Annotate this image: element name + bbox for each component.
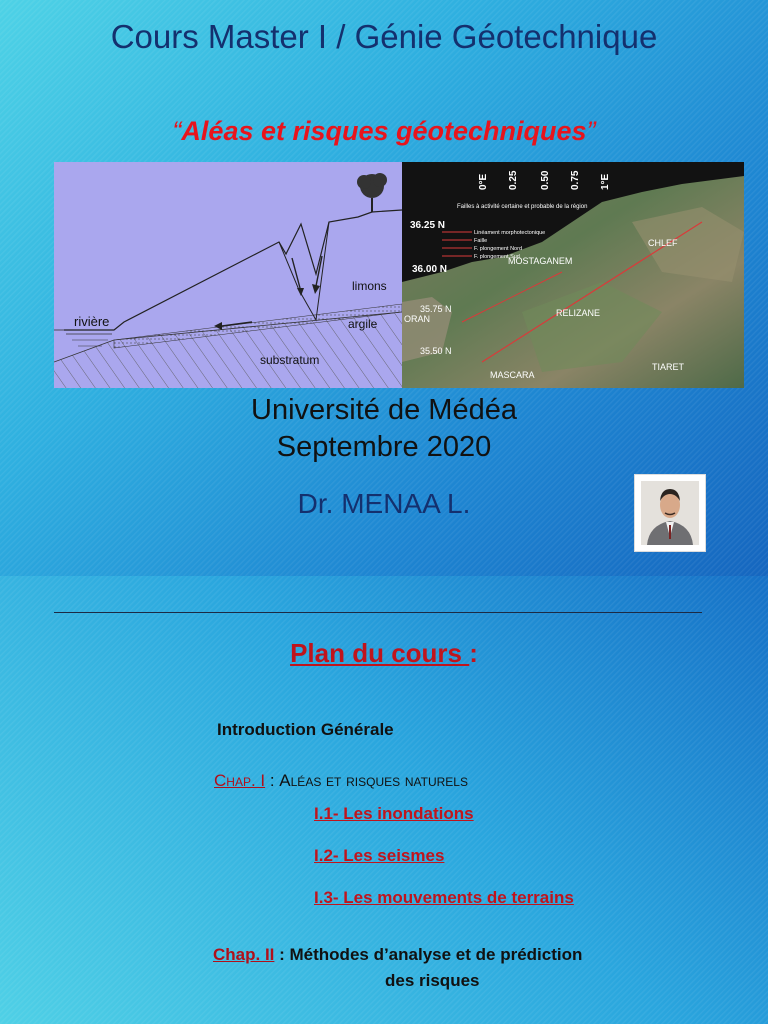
place-label: RELIZANE [556, 308, 601, 318]
map-legend-item: Linéament morphotectonique [474, 230, 546, 236]
date: Septembre 2020 [276, 431, 492, 463]
map-legend-item: F. plongement Sud [474, 254, 520, 260]
place-label: TIARET [652, 362, 685, 372]
label-river: rivière [74, 314, 110, 329]
slide-2 [0, 576, 768, 1024]
lon-label: 0.50 [540, 170, 551, 190]
chapter-2-title-line1: Méthodes d’analyse et de prédiction [289, 945, 583, 964]
cross-section-drawing [54, 162, 402, 388]
place-label: CHLEF [648, 238, 678, 248]
label-bedrock: substratum [260, 353, 320, 367]
open-quote: “ [172, 116, 182, 146]
university-name: Université de Médéa [251, 394, 517, 426]
divider [54, 612, 702, 613]
page-title: Cours Master I / Génie Géotechnique [110, 18, 658, 55]
map-legend-item: Faille [474, 238, 488, 244]
label-clay: argile [348, 317, 378, 331]
lon-label: 0.75 [570, 170, 581, 190]
chapter-2-title-line2: des risques [385, 971, 480, 990]
chapter-1-sep: : [265, 771, 280, 790]
place-label: ORAN [404, 314, 431, 324]
map-legend-item: F. plongement Nord [474, 246, 522, 252]
plan-title-text: Plan du cours [290, 638, 470, 668]
lon-label: 0.25 [508, 170, 519, 190]
chapter-1-label: Chap. I [214, 771, 266, 790]
subtitle-text: Aléas et risques géotechniques [181, 116, 587, 146]
fault-map-satellite-figure [402, 162, 744, 388]
author-name: Dr. MENAA L. [297, 488, 471, 519]
lat-label: 35.50 N [420, 346, 452, 356]
section-1-1: I.1- Les inondations [314, 804, 474, 823]
place-label: MOSTAGANEM [508, 256, 573, 266]
map-legend-title: Failles à activité certaine et probable de la région [457, 204, 588, 210]
chapter-2 [213, 945, 693, 965]
fault-map-drawing [402, 162, 744, 388]
chapter-1-title: Aléas et risques naturels [279, 771, 468, 790]
plan-title [0, 638, 768, 669]
subtitle [0, 116, 768, 147]
landslide-cross-section-figure [54, 162, 402, 388]
plan-title-colon: : [469, 638, 478, 668]
lon-label: 1°E [600, 173, 611, 190]
university-and-date [0, 392, 768, 466]
intro-item: Introduction Générale [217, 720, 394, 739]
lat-label: 36.00 N [412, 264, 448, 275]
close-quote: ” [586, 116, 596, 146]
label-silt: limons [352, 279, 387, 293]
chapter-1 [214, 771, 468, 791]
lon-label: 0°E [478, 173, 489, 190]
portrait-image [635, 475, 705, 551]
lat-label: 36.25 N [410, 220, 446, 231]
section-1-2: I.2- Les seismes [314, 846, 445, 865]
chapter-2-label: Chap. II [213, 945, 275, 964]
author-photo [634, 474, 706, 552]
section-1-3: I.3- Les mouvements de terrains [314, 888, 574, 907]
place-label: MASCARA [490, 370, 535, 380]
chapter-2-sep: : [274, 945, 290, 964]
lat-label: 35.75 N [420, 304, 452, 314]
